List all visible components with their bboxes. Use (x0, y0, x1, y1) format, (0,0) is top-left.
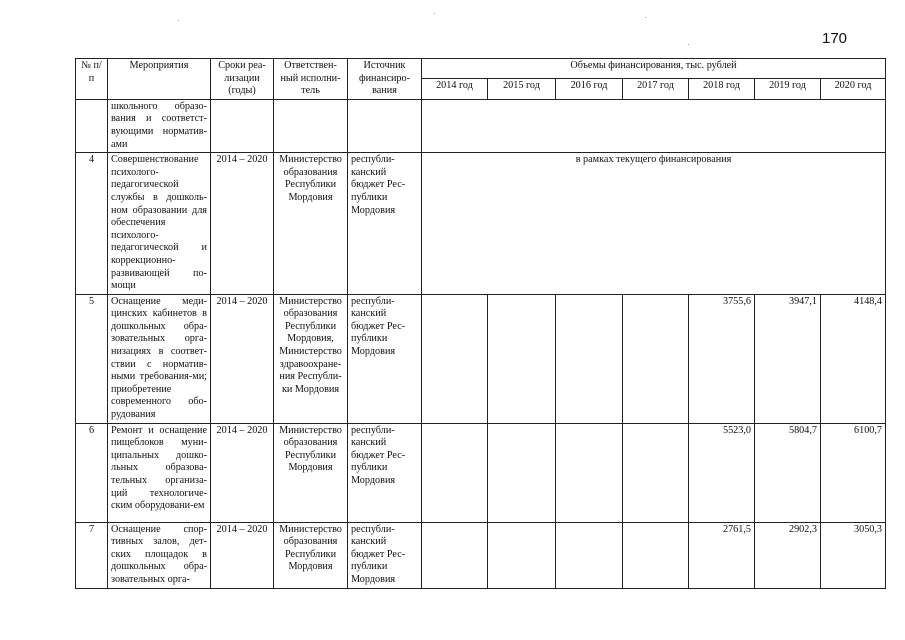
row-value-2014 (422, 294, 488, 423)
row-value-2018: 5523,0 (689, 423, 755, 522)
row-financing-empty (422, 99, 886, 152)
row-value-2017 (623, 522, 689, 588)
row-source: республи-канский бюджет Рес-публики Мордовия (348, 153, 422, 295)
header-year-2014: 2014 год (422, 78, 488, 99)
row-value-2019: 2902,3 (755, 522, 821, 588)
row-executor: Министерство образования Республики Мордовия (274, 153, 348, 295)
row-period: 2014 – 2020 (211, 294, 274, 423)
row-activity: Совершенствование психолого-педагогической службы в дошколь-ном образовании для обеспечения психолого-педагогической и коррекционно-развивающей по-мощи (108, 153, 211, 295)
row-value-2016 (556, 522, 623, 588)
financing-table (75, 58, 886, 589)
header-period: Сроки реа-лизации (годы) (211, 59, 274, 100)
row-value-2019: 5804,7 (755, 423, 821, 522)
row-source (348, 99, 422, 152)
row-value-2020: 6100,7 (821, 423, 886, 522)
row-value-2014 (422, 522, 488, 588)
header-year-2019: 2019 год (755, 78, 821, 99)
table-row (76, 423, 886, 522)
table-row (76, 99, 886, 152)
row-financing-note: в рамках текущего финансирования (422, 153, 886, 295)
header-executor: Ответствен-ный исполни-тель (274, 59, 348, 100)
row-period (211, 99, 274, 152)
header-source: Источник финансиро-вания (348, 59, 422, 100)
row-period: 2014 – 2020 (211, 423, 274, 522)
row-value-2020: 4148,4 (821, 294, 886, 423)
row-num: 6 (76, 423, 108, 522)
header-row (76, 59, 886, 79)
header-year-2015: 2015 год (488, 78, 556, 99)
scan-speck (645, 17, 646, 18)
row-activity: Оснащение меди-цинских кабинетов в дошкольных обра-зовательных орга-низациях в соответ-ствии с норматив-ными требования-ми; приобретение современного обо-рудования (108, 294, 211, 423)
row-source: республи-канский бюджет Рес-публики Мордовия (348, 294, 422, 423)
row-activity: Оснащение спор-тивных залов, дет-ских площадок в дошкольных обра-зовательных орга- (108, 522, 211, 588)
table-row (76, 153, 886, 295)
row-num: 4 (76, 153, 108, 295)
row-value-2015 (488, 294, 556, 423)
scan-speck (688, 44, 689, 45)
row-activity: Ремонт и оснащение пищеблоков муни-ципальных дошко-льных образова-тельных организа-ций технологиче-ским оборудовани-ем (108, 423, 211, 522)
header-year-2020: 2020 год (821, 78, 886, 99)
header-year-2018: 2018 год (689, 78, 755, 99)
header-activity: Мероприятия (108, 59, 211, 100)
row-value-2017 (623, 294, 689, 423)
row-value-2018: 2761,5 (689, 522, 755, 588)
scan-speck (434, 13, 435, 14)
page-number: 170 (822, 30, 848, 47)
header-financing: Объемы финансирования, тыс. рублей (422, 59, 886, 79)
row-executor: Министерство образования Республики Мордовия (274, 423, 348, 522)
row-value-2017 (623, 423, 689, 522)
row-source: республи-канский бюджет Рес-публики Мордовия (348, 522, 422, 588)
row-value-2018: 3755,6 (689, 294, 755, 423)
scan-speck (178, 20, 179, 21)
row-value-2015 (488, 522, 556, 588)
row-activity: школьного образо-вания и соответст-вующими норматив-ами (108, 99, 211, 152)
row-num: 5 (76, 294, 108, 423)
row-value-2014 (422, 423, 488, 522)
row-num: 7 (76, 522, 108, 588)
row-period: 2014 – 2020 (211, 522, 274, 588)
header-year-2017: 2017 год (623, 78, 689, 99)
row-num (76, 99, 108, 152)
row-executor: Министерство образования Республики Мордовия (274, 522, 348, 588)
row-value-2016 (556, 294, 623, 423)
row-value-2015 (488, 423, 556, 522)
row-period: 2014 – 2020 (211, 153, 274, 295)
header-year-2016: 2016 год (556, 78, 623, 99)
row-value-2020: 3050,3 (821, 522, 886, 588)
table-row (76, 522, 886, 588)
table-row (76, 294, 886, 423)
row-executor (274, 99, 348, 152)
row-source: республи-канский бюджет Рес-публики Мордовия (348, 423, 422, 522)
row-value-2016 (556, 423, 623, 522)
row-value-2019: 3947,1 (755, 294, 821, 423)
header-num: № п/п (76, 59, 108, 100)
row-executor: Министерство образования Республики Мордовия, Министерство здравоохране-ния Республи-ки Мордовия (274, 294, 348, 423)
